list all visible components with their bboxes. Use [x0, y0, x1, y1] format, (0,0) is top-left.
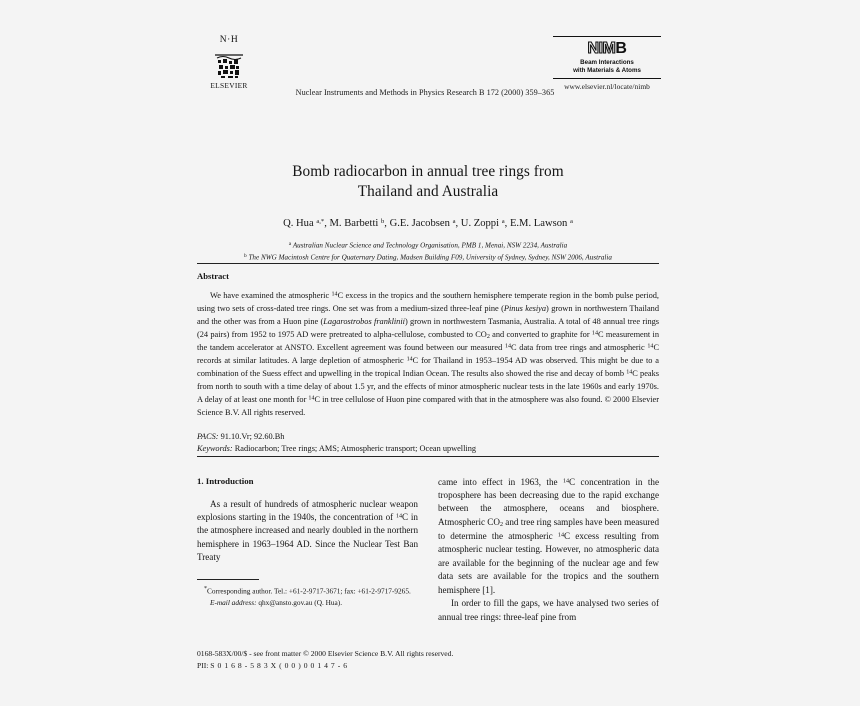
title-line-2: Thailand and Australia — [357, 183, 499, 201]
email-label: E-mail address: — [210, 598, 257, 608]
masthead — [197, 0, 659, 112]
author-affil-mark: a — [452, 217, 456, 225]
pacs-keywords-block — [197, 431, 659, 456]
journal-url: www.elsevier.nl/locate/nimb — [564, 82, 650, 92]
north-holland-mark: N·H — [219, 35, 239, 45]
column-left — [197, 476, 418, 625]
affil-mark-b: b — [244, 252, 247, 259]
body-columns — [197, 476, 659, 625]
nimb-rule-bottom — [553, 78, 661, 79]
pacs-label: PACS: — [197, 431, 219, 441]
nimb-logo-nim: NIM — [587, 40, 616, 57]
keywords-value: Radiocarbon; Tree rings; AMS; Atmospheric transport; Ocean upwelling — [234, 444, 477, 454]
email-line — [197, 598, 418, 609]
affiliation-a-text: Australian Nuclear Science and Technology Organisation, PMB 1, Menai, NSW 2234, Australia — [292, 241, 568, 250]
footnote-text — [197, 585, 418, 609]
nimb-subtitle — [553, 59, 661, 75]
nimb-logo-block — [553, 36, 661, 91]
abstract-top-rule — [197, 263, 659, 264]
keywords-label: Keywords: — [197, 444, 233, 454]
email-value[interactable]: qhx@ansto.gov.au (Q. Hua). — [258, 598, 343, 608]
nimb-logo-b: B — [615, 40, 627, 57]
page-title — [197, 162, 659, 203]
affiliation-b-text: The NWG Macintosh Centre for Quaternary Dating, Madsen Building F09, University of Sydney, Sydney, NSW 2006, Australia — [248, 252, 612, 261]
keywords-line — [197, 443, 659, 455]
pii-label: PII: — [197, 660, 209, 670]
abstract-text: We have examined the atmospheric $^{14}$C excess in the tropics and the southern hemisphere temperate region in the bomb pulse period, using two sets of cross-dated tree rings. One set was from a medium-sized three-leaf pine (Pinus kesiya) grown in northwestern Thailand and the other was from a Huon pine (Lagarostrobos franklinii) grown in northwestern Tasmania, Australia. A total of 48 annual tree rings (24 pairs) from 1952 to 1975 AD were pretreated to alpha-cellulose, combusted to $CO_2$ and converted to graphite for $^{14}$C measurement in the tandem accelerator at ANSTO. Excellent agreement was found between our measured $^{14}$C data from tree rings and atmospheric $^{14}$C records at similar latitudes. A large depletion of atmospheric $^{14}$C for Thailand in 1953–1954 AD was observed. This might be due to a combination of the Suess effect and upwelling in the tropical Indian Ocean. The results also showed the rise and decay of bomb $^{14}$C peaks from north to south with a time delay of about 1.5 yr, and the effects of minor atmospheric nuclear tests in the late 1960s and early 1970s. A delay of at least one month for $^{14}$C in tree cellulose of Huon pine compared with that in the atmosphere was also found. © 2000 Elsevier Science B.V. All rights reserved. — [197, 291, 660, 417]
intro-paragraph-right-1: came into effect in 1963, the $^{14}$C concentration in the troposphere has been decreasing due to the rapid exchange between the atmosphere, oceans and biosphere. Atmospheric $CO_2$ and tree ring samples have been measured to determine the atmospheric $^{14}$C excess resulting from atmospheric nuclear testing. However, no atmospheric data are available for the beginning of the nuclear age and few data sets are available for the tropics and the southern hemisphere [1]. — [438, 476, 660, 595]
pacs-value: 91.10.Vr; 92.60.Bh — [220, 431, 285, 441]
author-affil-mark: a — [569, 217, 573, 225]
affil-mark-a: a — [288, 240, 292, 247]
nimb-logo-title — [553, 41, 661, 58]
intro-paragraph-right-2: In order to fill the gaps, we have analysed two series of annual tree rings: three-leaf pine from — [438, 598, 659, 622]
issn-footer — [197, 648, 659, 672]
pii-value: S 0 1 6 8 - 5 8 3 X ( 0 0 ) 0 0 1 4 7 - 6 — [210, 660, 348, 670]
pacs-line — [197, 431, 659, 443]
section-heading-introduction: 1. Introduction — [197, 475, 254, 486]
author-affil-mark: a,* — [316, 217, 325, 225]
nimb-rule-top — [553, 36, 661, 37]
affiliation-list — [197, 240, 659, 263]
nimb-subtitle-line2: with Materials & Atoms — [573, 66, 641, 74]
affiliation-b — [197, 252, 659, 264]
author-list: Q. Hua $^{a,*}$, M. Barbetti $^b$, G.E. Jacobsen $^a$, U. Zoppi $^a$, E.M. Lawson $^a$ — [283, 217, 573, 229]
footnote-rule — [197, 579, 259, 580]
elsevier-wordmark: ELSEVIER — [210, 80, 248, 90]
abstract-heading: Abstract — [197, 271, 229, 282]
nimb-subtitle-line1: Beam Interactions — [580, 58, 634, 66]
author-affil-mark: b — [381, 217, 385, 225]
corresponding-author-note: Corresponding author. Tel.: +61-2-9717-3671; fax: +61-2-9717-9265. — [207, 586, 411, 596]
issn-line: 0168-583X/00/$ - see front matter © 2000 Elsevier Science B.V. All rights reserved. — [197, 649, 454, 658]
title-line-1: Bomb radiocarbon in annual tree rings from — [292, 163, 564, 180]
elsevier-tree-icon — [212, 47, 246, 81]
elsevier-logo — [201, 36, 257, 89]
pii-line — [197, 660, 659, 672]
journal-citation-line: Nuclear Instruments and Methods in Physics Research B 172 (2000) 359–365 — [295, 88, 555, 97]
author-affil-mark: a — [501, 217, 505, 225]
abstract-bottom-rule — [197, 456, 659, 457]
intro-paragraph-left: As a result of hundreds of atmospheric nuclear weapon explosions starting in the 1940s, the concentration of $^{14}$C in the atmosphere increased and nearly doubled in the northern hemisphere in 1963–1964 AD. Since the Nuclear Test Ban Treaty — [197, 498, 418, 563]
column-right — [438, 476, 659, 625]
footnote-block — [197, 579, 418, 609]
affiliation-a — [197, 240, 659, 252]
page-content — [197, 0, 659, 624]
footnote-asterisk: * — [204, 585, 208, 592]
